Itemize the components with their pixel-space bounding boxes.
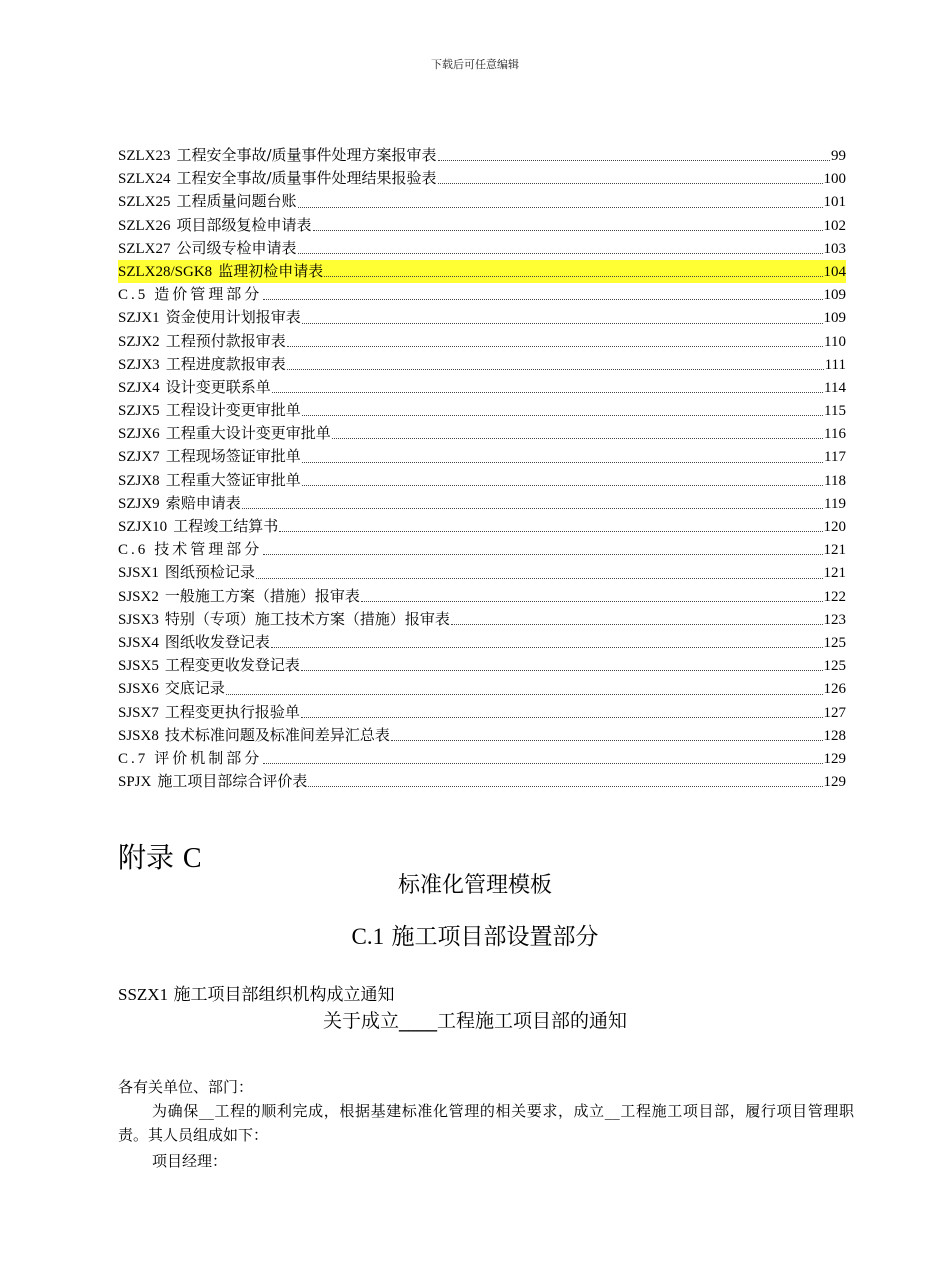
toc-entry-title [118, 330, 286, 354]
toc-entry-page: 126 [823, 681, 846, 698]
toc-entry-code: SZJX7 [118, 449, 160, 466]
toc-entry-title [118, 376, 271, 400]
toc-entry-page: 116 [824, 426, 846, 443]
toc-leader-dots [242, 508, 823, 509]
toc-entry-code: SPJX [118, 774, 152, 791]
toc-entry[interactable] [118, 724, 846, 747]
section-heading [0, 918, 950, 951]
toc-entry-page: 121 [823, 565, 846, 582]
toc-entry-text: 监理初检申请表 [218, 261, 324, 280]
toc-entry-page: 101 [823, 194, 846, 211]
toc-entry-code: SZJX8 [118, 472, 160, 489]
toc-leader-dots [263, 763, 822, 764]
toc-entry-title [118, 747, 262, 771]
toc-entry-page: 123 [823, 611, 846, 628]
toc-leader-dots [301, 717, 823, 718]
toc-entry[interactable] [118, 376, 846, 399]
toc-entry-title [118, 654, 300, 678]
toc-entry[interactable] [118, 283, 846, 306]
toc-entry-title [118, 144, 437, 168]
toc-entry-text: 工程重大设计变更审批单 [165, 424, 331, 443]
toc-entry-page: 109 [823, 310, 846, 327]
toc-entry-code: SJSX1 [118, 565, 159, 582]
toc-entry[interactable] [118, 144, 846, 167]
toc-entry-title [118, 515, 278, 539]
toc-leader-dots [438, 183, 823, 184]
toc-leader-dots [324, 276, 822, 277]
toc-entry-page: 118 [824, 472, 846, 489]
toc-entry-page: 121 [823, 542, 846, 559]
toc-leader-dots [302, 323, 823, 324]
toc-leader-dots [298, 207, 823, 208]
toc-leader-dots [298, 253, 823, 254]
toc-entry-page: 128 [823, 727, 846, 744]
toc-leader-dots [226, 694, 823, 695]
toc-entry-page: 99 [831, 148, 846, 164]
toc-entry-code: SZJX9 [118, 495, 160, 512]
toc-entry-text: 造价管理部分 [154, 285, 263, 304]
toc-entry-title [118, 214, 312, 238]
toc-entry-text: 图纸预检记录 [164, 563, 255, 582]
toc-entry-code: SZLX24 [118, 171, 171, 188]
toc-leader-dots [263, 554, 822, 555]
toc-entry[interactable] [118, 492, 846, 515]
toc-entry[interactable] [118, 585, 846, 608]
toc-entry[interactable] [118, 701, 846, 724]
toc-entry-text: 索赔申请表 [165, 493, 241, 512]
toc-entry[interactable] [118, 260, 846, 283]
appendix-label-cn: 附录 [118, 841, 175, 874]
toc-leader-dots [361, 601, 823, 602]
toc-entry-title [118, 283, 262, 307]
toc-entry-page: 129 [823, 750, 846, 767]
toc-entry[interactable] [118, 631, 846, 654]
toc-entry-page: 125 [823, 658, 846, 675]
toc-entry-title [118, 237, 297, 261]
toc-entry[interactable] [118, 515, 846, 538]
section-code: C.1 [351, 924, 385, 949]
toc-entry[interactable] [118, 306, 846, 329]
toc-entry-code: SJSX7 [118, 704, 159, 721]
toc-entry-page: 129 [823, 774, 846, 791]
toc-entry[interactable] [118, 747, 846, 770]
toc-entry-text: 评价机制部分 [154, 748, 263, 767]
form-code: SSZX1 [118, 985, 169, 1004]
toc-entry-text: 工程变更收发登记表 [164, 656, 300, 675]
toc-entry-text: 技术标准问题及标准间差异汇总表 [164, 725, 390, 744]
toc-leader-dots [279, 531, 822, 532]
toc-entry-text: 一般施工方案（措施）报审表 [164, 586, 360, 605]
toc-entry-page: 111 [824, 356, 846, 373]
toc-entry-text: 特别（专项）施工技术方案（措施）报审表 [164, 609, 450, 628]
toc-entry-title [118, 260, 323, 284]
toc-entry-text: 工程安全事故/质量事件处理结果报验表 [176, 169, 437, 188]
toc-entry-code: SZLX26 [118, 217, 171, 234]
toc-leader-dots [451, 624, 823, 625]
toc-entry[interactable] [118, 214, 846, 237]
toc-leader-dots [308, 786, 822, 787]
toc-entry-code: SZJX3 [118, 356, 160, 373]
toc-entry[interactable] [118, 399, 846, 422]
toc-leader-dots [263, 299, 822, 300]
toc-entry-code: C.6 [118, 542, 149, 559]
toc-entry-page: 110 [824, 333, 846, 350]
toc-entry-title [118, 190, 297, 214]
toc-entry-code: SJSX4 [118, 634, 159, 651]
toc-entry-title [118, 608, 450, 632]
toc-entry-page: 115 [824, 403, 846, 420]
toc-entry[interactable] [118, 422, 846, 445]
toc-entry[interactable] [118, 561, 846, 584]
toc-entry[interactable] [118, 330, 846, 353]
toc-entry-text: 工程预付款报审表 [165, 331, 286, 350]
toc-entry-page: 103 [823, 240, 846, 257]
toc-entry-code: C.5 [118, 287, 149, 304]
toc-entry-text: 交底记录 [164, 679, 225, 698]
toc-leader-dots [301, 670, 823, 671]
toc-entry-text: 工程竣工结算书 [173, 517, 279, 535]
toc-entry-page: 117 [824, 449, 846, 466]
toc-entry-code: SJSX3 [118, 611, 159, 628]
toc-entry-page: 120 [823, 519, 846, 535]
toc-entry-code: SZJX6 [118, 426, 160, 443]
toc-entry-title [118, 306, 301, 330]
toc-leader-dots [302, 485, 823, 486]
toc-entry-text: 工程变更执行报验单 [164, 702, 300, 721]
section-title: 施工项目部设置部分 [391, 924, 599, 950]
toc-entry-title [118, 561, 255, 585]
toc-entry[interactable] [118, 608, 846, 631]
toc-entry-code: SZJX10 [118, 519, 168, 535]
toc-entry-text: 工程进度款报审表 [165, 354, 286, 373]
toc-entry[interactable] [118, 770, 846, 793]
toc-entry-title [118, 492, 241, 516]
toc-entry[interactable] [118, 167, 846, 190]
toc-entry-code: SZJX1 [118, 310, 160, 327]
toc-leader-dots [271, 647, 823, 648]
toc-leader-dots [287, 346, 823, 347]
toc-entry-code: SZLX25 [118, 194, 171, 211]
toc-entry-code: SJSX2 [118, 588, 159, 605]
toc-entry-code: SJSX8 [118, 727, 159, 744]
toc-entry-title [118, 353, 286, 377]
toc-entry-title [118, 770, 307, 794]
toc-entry-page: 122 [823, 588, 846, 605]
toc-entry-text: 工程现场签证审批单 [165, 447, 301, 466]
toc-leader-dots [302, 415, 823, 416]
toc-leader-dots [302, 462, 823, 463]
toc-entry-text: 工程设计变更审批单 [165, 401, 301, 420]
toc-entry-title [118, 677, 225, 701]
toc-entry-code: SJSX5 [118, 658, 159, 675]
toc-entry-text: 工程安全事故/质量事件处理方案报审表 [176, 146, 437, 164]
body-paragraph: 为确保__工程的顺利完成，根据基建标准化管理的相关要求，成立__工程施工项目部，履行项目管理职责。其人员组成如下： [118, 1102, 854, 1144]
toc-entry-text: 工程质量问题台账 [176, 192, 297, 211]
toc-entry-text: 施工项目部综合评价表 [157, 772, 308, 791]
toc-entry-page: 102 [823, 217, 846, 234]
toc-leader-dots [391, 740, 823, 741]
toc-entry-page: 127 [823, 704, 846, 721]
toc-leader-dots [332, 438, 823, 439]
toc-entry-code: SZJX4 [118, 379, 160, 396]
toc-entry[interactable] [118, 654, 846, 677]
toc-entry[interactable] [118, 190, 846, 213]
form-heading [118, 980, 394, 1005]
toc-leader-dots [272, 392, 823, 393]
toc-entry-page: 104 [823, 263, 846, 280]
toc-entry-title [118, 631, 270, 655]
toc-entry[interactable] [118, 677, 846, 700]
page-header-note: 下载后可任意编辑 [431, 58, 519, 71]
toc-entry-text: 工程重大签证审批单 [165, 470, 301, 489]
toc-leader-dots [256, 578, 823, 579]
toc-leader-dots [287, 369, 824, 370]
form-title: 施工项目部组织机构成立通知 [173, 985, 395, 1005]
toc-entry-code: SZJX2 [118, 333, 160, 350]
toc-entry-code: SZJX5 [118, 403, 160, 420]
toc-entry-text: 资金使用计划报审表 [165, 308, 301, 327]
toc-entry-text: 设计变更联系单 [165, 377, 271, 396]
toc-entry-page: 114 [824, 379, 846, 396]
toc-entry-title [118, 399, 301, 423]
toc-entry[interactable] [118, 469, 846, 492]
toc-entry[interactable] [118, 237, 846, 260]
toc-entry-title [118, 469, 301, 493]
notice-title: 关于成立____工程施工项目部的通知 [322, 1010, 627, 1032]
toc-entry-text: 图纸收发登记表 [164, 632, 270, 651]
toc-entry-code: C.7 [118, 750, 149, 767]
toc-entry[interactable] [118, 538, 846, 561]
appendix-title: 标准化管理模板 [397, 873, 552, 898]
toc-entry-title [118, 724, 390, 748]
toc-entry-text: 技术管理部分 [154, 540, 263, 559]
toc-entry-code: SZLX23 [118, 148, 171, 164]
toc-leader-dots [438, 160, 830, 161]
toc-entry-text: 公司级专检申请表 [176, 238, 297, 257]
salutation: 各有关单位、部门： [118, 1078, 254, 1096]
toc-entry-code: SJSX6 [118, 681, 159, 698]
toc-entry-title [118, 585, 360, 609]
table-of-contents [118, 144, 846, 793]
toc-entry-page: 100 [823, 171, 846, 188]
toc-entry-page: 109 [823, 287, 846, 304]
toc-entry-page: 125 [823, 634, 846, 651]
toc-entry-title [118, 701, 300, 725]
toc-entry-code: SZLX27 [118, 240, 171, 257]
toc-entry-text: 项目部级复检申请表 [176, 215, 312, 234]
toc-entry-code: SZLX28/SGK8 [118, 263, 213, 280]
manager-label: 项目经理： [152, 1152, 228, 1170]
toc-entry-title [118, 445, 301, 469]
toc-entry-page: 119 [824, 495, 846, 512]
toc-entry-title [118, 167, 437, 191]
toc-entry[interactable] [118, 353, 846, 376]
toc-entry-title [118, 422, 331, 446]
toc-entry-title [118, 538, 262, 562]
toc-leader-dots [313, 230, 823, 231]
toc-entry[interactable] [118, 445, 846, 468]
appendix-label-letter: C [182, 843, 202, 874]
